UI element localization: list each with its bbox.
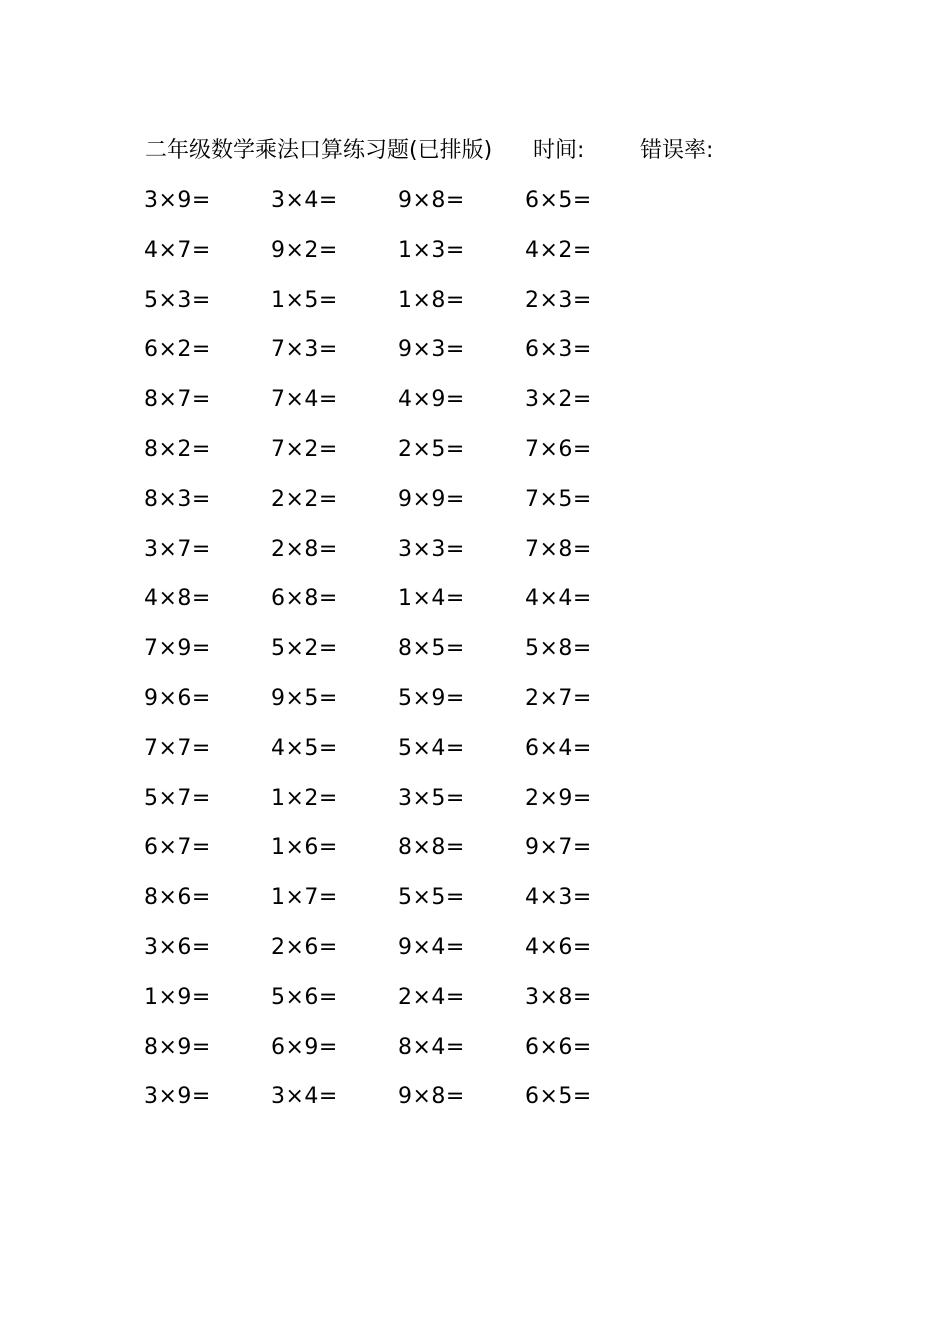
problem-item: 7×4=: [271, 387, 338, 413]
problem-item: 6×4=: [525, 735, 592, 761]
problem-row: [144, 774, 664, 824]
problem-row: [144, 574, 664, 624]
problem-item: 8×7=: [144, 387, 211, 413]
problem-item: 4×4=: [525, 586, 592, 612]
problem-item: 5×9=: [398, 685, 465, 711]
problem-item: 3×9=: [144, 1084, 211, 1110]
problem-row: [144, 425, 664, 475]
problem-item: 2×5=: [398, 436, 465, 462]
problem-item: 9×5=: [271, 685, 338, 711]
problem-item: 1×7=: [271, 885, 338, 911]
problem-item: 1×8=: [398, 287, 465, 313]
problem-item: 1×9=: [144, 984, 211, 1010]
problem-item: 7×8=: [525, 536, 592, 562]
problem-item: 2×6=: [271, 934, 338, 960]
problem-item: 3×7=: [144, 536, 211, 562]
problem-item: 9×2=: [271, 237, 338, 263]
problem-row: [144, 176, 664, 226]
problem-row: [144, 923, 664, 973]
problem-row: [144, 525, 664, 575]
problem-item: 8×9=: [144, 1034, 211, 1060]
problem-item: 9×6=: [144, 685, 211, 711]
problem-item: 1×6=: [271, 835, 338, 861]
problem-item: 2×2=: [271, 486, 338, 512]
problem-item: 3×6=: [144, 934, 211, 960]
problem-item: 8×6=: [144, 885, 211, 911]
problem-row: [144, 276, 664, 326]
problem-item: 3×4=: [271, 188, 338, 213]
problem-item: 7×6=: [525, 436, 592, 462]
problem-item: 5×8=: [525, 636, 592, 662]
problem-item: 9×3=: [398, 337, 465, 363]
problem-item: 4×9=: [398, 387, 465, 413]
problem-row: [144, 1023, 664, 1073]
problem-item: 6×9=: [271, 1034, 338, 1060]
problem-row: [144, 624, 664, 674]
problem-item: 1×4=: [398, 586, 465, 612]
problem-item: 8×5=: [398, 636, 465, 662]
problem-item: 4×2=: [525, 237, 592, 263]
problem-row: [144, 873, 664, 923]
problem-item: 7×9=: [144, 636, 211, 662]
problem-row: [144, 226, 664, 276]
problem-item: 2×8=: [271, 536, 338, 562]
problem-item: 2×4=: [398, 984, 465, 1010]
problem-item: 9×7=: [525, 835, 592, 861]
problem-row: [144, 973, 664, 1023]
time-label: 时间:: [533, 138, 585, 163]
problem-item: 6×7=: [144, 835, 211, 861]
problem-item: 7×7=: [144, 735, 211, 761]
problem-item: 1×3=: [398, 237, 465, 263]
problem-item: 8×3=: [144, 486, 211, 512]
problem-item: 4×6=: [525, 934, 592, 960]
problem-item: 6×3=: [525, 337, 592, 363]
problem-item: 4×5=: [271, 735, 338, 761]
problem-grid: [144, 176, 664, 1122]
problem-item: 4×8=: [144, 586, 211, 612]
problem-item: 8×8=: [398, 835, 465, 861]
problem-item: 8×4=: [398, 1034, 465, 1060]
problem-item: 3×2=: [525, 387, 592, 413]
problem-item: 9×9=: [398, 486, 465, 512]
problem-item: 9×8=: [398, 188, 465, 213]
problem-row: [144, 724, 664, 774]
problem-item: 7×2=: [271, 436, 338, 462]
problem-row: [144, 325, 664, 375]
problem-item: 5×2=: [271, 636, 338, 662]
problem-item: 7×3=: [271, 337, 338, 363]
problem-item: 6×8=: [271, 586, 338, 612]
problem-item: 5×7=: [144, 785, 211, 811]
problem-item: 5×5=: [398, 885, 465, 911]
problem-item: 9×8=: [398, 1084, 465, 1110]
worksheet-title: 二年级数学乘法口算练习题(已排版): [145, 138, 493, 163]
problem-item: 6×5=: [525, 188, 592, 213]
problem-row: [144, 1072, 664, 1122]
problem-item: 5×6=: [271, 984, 338, 1010]
problem-item: 1×2=: [271, 785, 338, 811]
problem-row: [144, 475, 664, 525]
problem-item: 6×5=: [525, 1084, 592, 1110]
problem-row: [144, 674, 664, 724]
problem-item: 9×4=: [398, 934, 465, 960]
problem-item: 4×7=: [144, 237, 211, 263]
problem-item: 3×9=: [144, 188, 211, 213]
problem-item: 6×6=: [525, 1034, 592, 1060]
problem-row: [144, 823, 664, 873]
problem-item: 8×2=: [144, 436, 211, 462]
problem-item: 3×4=: [271, 1084, 338, 1110]
problem-item: 3×5=: [398, 785, 465, 811]
problem-item: 5×4=: [398, 735, 465, 761]
problem-item: 3×8=: [525, 984, 592, 1010]
problem-item: 2×9=: [525, 785, 592, 811]
problem-item: 3×3=: [398, 536, 465, 562]
worksheet-header: [145, 133, 905, 169]
problem-item: 2×7=: [525, 685, 592, 711]
problem-item: 1×5=: [271, 287, 338, 313]
problem-item: 6×2=: [144, 337, 211, 363]
error-rate-label: 错误率:: [640, 138, 714, 163]
problem-item: 4×3=: [525, 885, 592, 911]
problem-item: 5×3=: [144, 287, 211, 313]
problem-row: [144, 375, 664, 425]
problem-item: 7×5=: [525, 486, 592, 512]
problem-item: 2×3=: [525, 287, 592, 313]
